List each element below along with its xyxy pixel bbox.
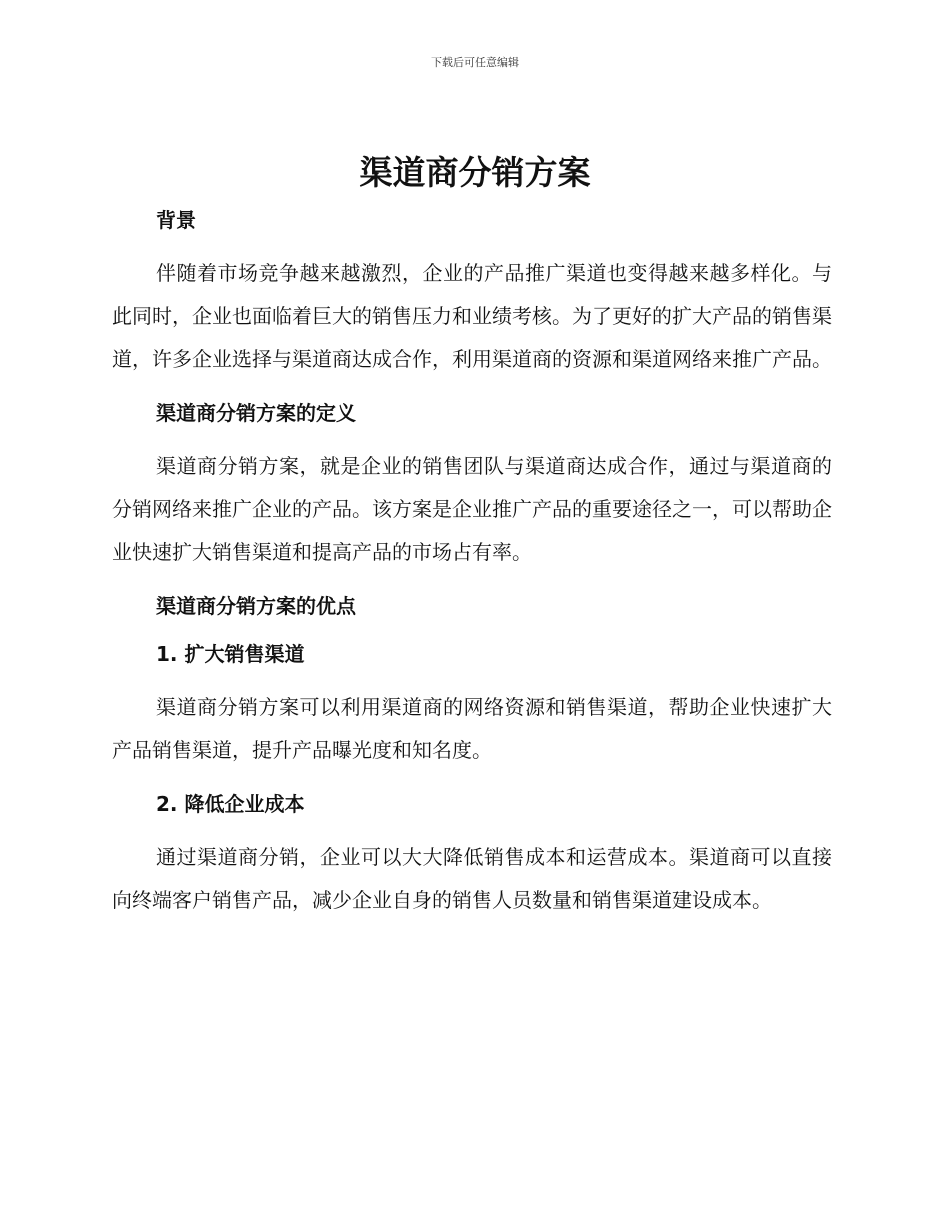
document-body <box>112 198 832 922</box>
section-heading-background: 背景 <box>156 208 196 232</box>
section-heading-definition: 渠道商分销方案的定义 <box>156 401 356 425</box>
section-heading-advantages: 渠道商分销方案的优点 <box>156 594 356 618</box>
header-note: 下载后可任意编辑 <box>431 56 519 69</box>
subheading-reduce-costs: 2. 降低企业成本 <box>156 792 305 816</box>
paragraph-definition: 渠道商分销方案，就是企业的销售团队与渠道商达成合作，通过与渠道商的分销网络来推广企业的产品。该方案是企业推广产品的重要途径之一，可以帮助企业快速扩大销售渠道和提高产品的市场占有率。 <box>112 454 832 564</box>
paragraph-background: 伴随着市场竞争越来越激烈，企业的产品推广渠道也变得越来越多样化。与此同时，企业也面临着巨大的销售压力和业绩考核。为了更好的扩大产品的销售渠道，许多企业选择与渠道商达成合作，利用渠道商的资源和渠道网络来推广产品。 <box>112 261 832 371</box>
subheading-expand-channels: 1. 扩大销售渠道 <box>156 642 305 666</box>
document-title: 渠道商分销方案 <box>359 153 591 192</box>
paragraph-expand-channels: 渠道商分销方案可以利用渠道商的网络资源和销售渠道，帮助企业快速扩大产品销售渠道，提升产品曝光度和知名度。 <box>112 695 832 762</box>
paragraph-reduce-costs: 通过渠道商分销，企业可以大大降低销售成本和运营成本。渠道商可以直接向终端客户销售产品，减少企业自身的销售人员数量和销售渠道建设成本。 <box>112 845 832 912</box>
